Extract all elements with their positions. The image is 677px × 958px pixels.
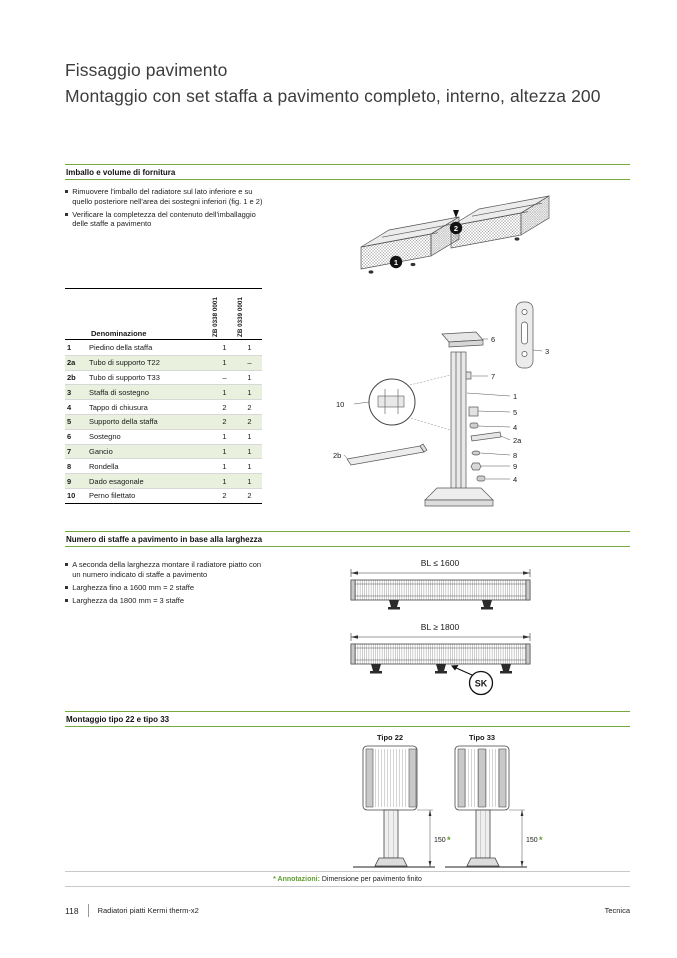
qty-zb0339: 1 [247, 372, 252, 382]
arrowhead-right [523, 571, 530, 575]
table-row [65, 399, 262, 414]
page-subtitle: Montaggio con set staffa a pavimento completo, interno, altezza 200 [65, 86, 601, 106]
bullet-text: Larghezza da 1800 mm = 3 staffe [72, 595, 184, 605]
tipo-22-drawing [353, 733, 451, 867]
part-number: 6 [67, 432, 72, 442]
bullet-square-icon [65, 586, 68, 589]
callout-label: 4 [513, 475, 518, 484]
sk-label: SK [474, 678, 488, 689]
bullet-text: Larghezza fino a 1600 mm = 2 staffe [72, 582, 195, 592]
column-header-zb0339: ZB 0339 0001 [237, 297, 244, 337]
part-number: 5 [67, 417, 72, 427]
tipo-33-dimension: 150 [526, 837, 538, 844]
part-name: Supporto della staffa [89, 417, 158, 427]
table-row [65, 384, 262, 399]
footer-left-text: Radiatori piatti Kermi therm-x2 [97, 906, 199, 915]
tipo-33-label: Tipo 33 [468, 733, 496, 742]
floor-brackets [388, 600, 493, 610]
footer-right-text: Tecnica [604, 906, 630, 915]
tipo-22-33-figure [335, 730, 565, 878]
part-number: 2b [67, 372, 76, 382]
part-number: 10 [67, 491, 76, 501]
dimension-line [351, 633, 530, 641]
packaging-figure [355, 176, 567, 288]
part-number: 7 [67, 446, 72, 456]
part-number: 9 [67, 476, 72, 486]
bullet-square-icon [65, 563, 68, 566]
table-row [65, 444, 262, 459]
table-row [65, 488, 262, 503]
tipo-22-dimension: 150 [434, 837, 446, 844]
part-name: Tubo di supporto T22 [89, 358, 160, 368]
table-row [65, 370, 262, 385]
qty-zb0338: 1 [222, 461, 227, 471]
callout-label: 3 [545, 347, 550, 356]
part-name: Staffa di sostegno [89, 387, 149, 397]
qty-zb0339: 2 [247, 491, 252, 501]
tipo-33-dimension-star: * [539, 835, 543, 845]
qty-zb0339: 1 [247, 432, 252, 442]
bl-1600-label: BL ≤ 1600 [420, 558, 460, 568]
column-header-zb0338: ZB 0338 0001 [212, 297, 219, 337]
qty-zb0338: – [222, 372, 227, 382]
qty-zb0339: 1 [247, 461, 252, 471]
floor-brackets [370, 664, 512, 674]
section1-bullets [65, 187, 265, 232]
qty-zb0338: 2 [222, 491, 227, 501]
table-row [65, 355, 262, 370]
annotation-label: * Annotazioni: [273, 875, 320, 883]
title-block [65, 57, 601, 109]
part-number: 3 [67, 387, 72, 397]
down-arrow-icon [453, 210, 459, 218]
qty-zb0339: 1 [247, 446, 252, 456]
table-row [65, 414, 262, 429]
callout-label: 7 [491, 372, 496, 381]
table-row [65, 429, 262, 444]
bullet-item [65, 210, 265, 229]
table-row [65, 473, 262, 488]
callout-label: 1 [513, 392, 518, 401]
column-header-denominazione: Denominazione [91, 329, 147, 338]
callout-label: 8 [513, 451, 518, 460]
exploded-assembly-figure [330, 290, 570, 525]
qty-zb0339: 1 [247, 387, 252, 397]
tipo-22-label: Tipo 22 [376, 733, 404, 742]
magnifier-leader-lines [410, 375, 450, 430]
section1-title: Imballo e volume di fornitura [66, 167, 176, 177]
radiator-strip [351, 580, 530, 600]
figure-badge-1-label: 1 [393, 257, 399, 267]
radiator-2-drawing [451, 196, 549, 248]
callout-label: 5 [513, 408, 518, 417]
section3-title: Montaggio tipo 22 e tipo 33 [66, 714, 170, 724]
part-number: 8 [67, 461, 72, 471]
bullet-square-icon [65, 213, 68, 216]
page-footer [65, 904, 630, 917]
part-number: 1 [67, 342, 72, 352]
section2-title: Numero di staffe a pavimento in base alla larghezza [66, 534, 263, 544]
callout-label: 2a [513, 436, 522, 445]
section3-header [65, 711, 630, 727]
part-name: Rondella [89, 461, 119, 471]
bullet-square-icon [65, 599, 68, 602]
bullet-text: Verificare la completezza del contenuto dell'imballaggio delle staffe a pavimento [72, 209, 256, 229]
radiator-strip [351, 644, 530, 664]
arrowhead-left [351, 635, 358, 639]
qty-zb0338: 2 [222, 402, 227, 412]
qty-zb0338: 1 [222, 446, 227, 456]
qty-zb0339: 2 [247, 402, 252, 412]
bullet-item [65, 596, 265, 606]
bullet-text: A seconda della larghezza montare il radiatore piatto con un numero indicato di staffe a pavimento [72, 560, 262, 579]
qty-zb0338: 1 [222, 432, 227, 442]
parts-table-header [65, 289, 262, 339]
part-name: Sostegno [89, 432, 121, 442]
radiator-foot [515, 237, 520, 240]
part-number: 2a [67, 358, 76, 368]
bl-1600-diagram [348, 556, 533, 618]
qty-zb0339: 2 [247, 417, 252, 427]
part-name: Perno filettato [89, 491, 136, 501]
arrowhead-right [523, 635, 530, 639]
annotation-text: Dimensione per pavimento finito [319, 875, 422, 883]
bullet-item [65, 583, 265, 593]
qty-zb0339: 1 [247, 342, 252, 352]
page-number: 118 [65, 905, 79, 916]
bullet-text: Rimuovere l'imballo del radiatore sul lato inferiore e su quello posteriore nell'area dei sostegni inferiori (fig. 1 e 2) [72, 187, 263, 206]
footer-divider [88, 904, 89, 917]
section2-header [65, 531, 630, 547]
annotation [65, 871, 630, 887]
callout-label: 6 [491, 335, 496, 344]
callout-label: 4 [513, 423, 518, 432]
radiator-1-drawing [361, 217, 459, 269]
qty-zb0339: 1 [247, 476, 252, 486]
figure-badge-2-label: 2 [453, 223, 459, 233]
bl-1800-label: BL ≥ 1800 [420, 622, 460, 632]
detail-magnifier [369, 379, 415, 425]
arrowhead-left [351, 571, 358, 575]
bullet-item [65, 560, 265, 579]
tipo-22-dimension-star: * [447, 835, 451, 845]
bullet-square-icon [65, 190, 68, 193]
dimension-line [351, 569, 530, 577]
qty-zb0338: 1 [222, 476, 227, 486]
page-title: Fissaggio pavimento [65, 60, 228, 80]
callout-label: 10 [336, 400, 345, 409]
qty-zb0339: – [247, 358, 252, 368]
part-name: Gancio [89, 446, 113, 456]
callout-label: 2b [333, 451, 342, 460]
callout-label: 9 [513, 462, 518, 471]
part-name: Piedino della staffa [89, 342, 153, 352]
tipo-33-drawing [445, 733, 543, 867]
qty-zb0338: 1 [222, 342, 227, 352]
part-name: Dado esagonale [89, 476, 144, 486]
parts-table [65, 288, 262, 504]
part-name: Tubo di supporto T33 [89, 372, 160, 382]
table-row [65, 458, 262, 473]
table-row [65, 340, 262, 355]
bl-1800-diagram [348, 620, 533, 704]
bullet-item [65, 187, 265, 206]
section2-bullets [65, 560, 265, 609]
parts-table-body [65, 339, 262, 504]
part-name: Tappo di chiusura [89, 402, 148, 412]
qty-zb0338: 2 [222, 417, 227, 427]
qty-zb0338: 1 [222, 358, 227, 368]
part-number: 4 [67, 402, 72, 412]
qty-zb0338: 1 [222, 387, 227, 397]
sk-marker [451, 665, 493, 695]
